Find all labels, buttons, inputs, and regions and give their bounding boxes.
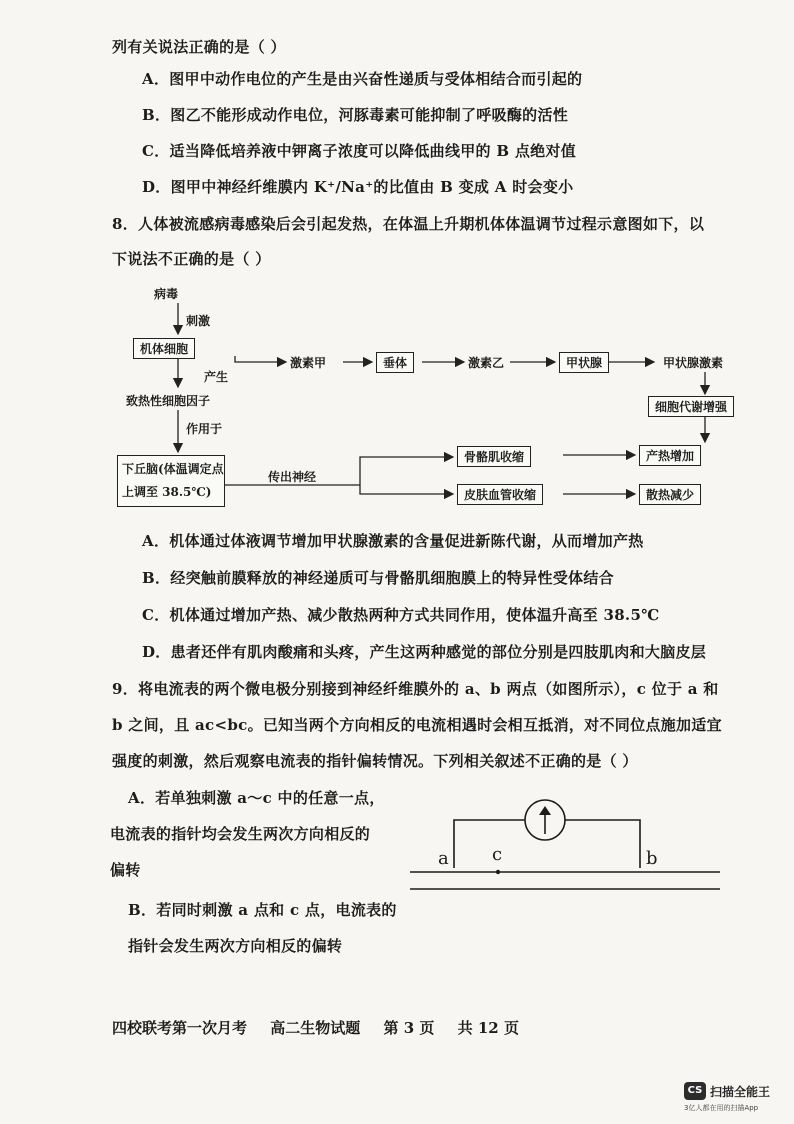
efferent-nerve-label: 传出神经	[268, 470, 317, 484]
stimulate-label: 刺激	[186, 314, 211, 328]
q9-option-b-line2: 指针会发生两次方向相反的偏转	[128, 937, 343, 955]
virus-label: 病毒	[154, 287, 179, 301]
scanner-logo-icon: CS	[684, 1082, 706, 1100]
galvanometer-drawing	[410, 796, 730, 896]
heat-up-box: 产热增加	[639, 445, 701, 466]
point-a-label: a	[438, 848, 449, 869]
footer-page: 第 3 页	[383, 1019, 435, 1037]
q8-stem-line2: 下说法不正确的是（ ）	[112, 250, 271, 268]
q9-option-a-line2: 电流表的指针均会发生两次方向相反的	[110, 825, 371, 843]
q8-option-d: D．患者还伴有肌肉酸痛和头疼，产生这两种感觉的部位分别是四肢肌肉和大脑皮层	[142, 643, 707, 661]
thyroid-box: 甲状腺	[559, 352, 609, 373]
footer-exam: 四校联考第一次月考	[112, 1019, 248, 1037]
scanner-subtitle: 3亿人都在用的扫描App	[684, 1104, 759, 1112]
vessel-box: 皮肤血管收缩	[457, 484, 543, 505]
hypothalamus-line2: 上调至 38.5℃)	[122, 485, 212, 499]
thyroid-hormone-label: 甲状腺激素	[663, 356, 724, 370]
q9-stem-line3: 强度的刺激，然后观察电流表的指针偏转情况。下列相关叙述不正确的是（ ）	[112, 752, 638, 770]
q7-option-b: B．图乙不能形成动作电位，河豚毒素可能抑制了呼吸酶的活性	[142, 106, 569, 124]
hormone-b-label: 激素乙	[468, 356, 505, 370]
q8-option-b: B．经突触前膜释放的神经递质可与骨骼肌细胞膜上的特异性受体结合	[142, 569, 614, 587]
footer-total: 共 12 页	[457, 1019, 519, 1037]
q8-option-c: C．机体通过增加产热、减少散热两种方式共同作用，使体温升高至 38.5℃	[142, 606, 660, 624]
page-footer	[112, 1017, 537, 1038]
scanner-name: 扫描全能王	[710, 1085, 771, 1099]
produce-label: 产生	[204, 370, 229, 384]
thermoregulation-diagram	[100, 282, 740, 512]
metabolism-box: 细胞代谢增强	[648, 396, 734, 417]
heat-down-box: 散热减少	[639, 484, 701, 505]
q7-option-d: D．图甲中神经纤维膜内 K⁺/Na⁺的比值由 B 变成 A 时会变小	[142, 178, 574, 196]
point-c-dot	[496, 870, 500, 874]
muscle-box: 骨骼肌收缩	[457, 446, 531, 467]
q8-stem-line1: 8．人体被流感病毒感染后会引起发热，在体温上升期机体体温调节过程示意图如下，以	[112, 215, 705, 233]
act-on-label: 作用于	[186, 422, 223, 436]
pituitary-box: 垂体	[376, 352, 414, 373]
hypothalamus-line1: 下丘脑(体温调定点	[122, 462, 224, 476]
q7-stem-tail: 列有关说法正确的是（ ）	[112, 38, 286, 56]
q9-stem-line1: 9．将电流表的两个微电极分别接到神经纤维膜外的 a、b 两点（如图所示），c 位于 a 和	[112, 680, 719, 698]
q8-option-a: A．机体通过体液调节增加甲状腺激素的含量促进新陈代谢，从而增加产热	[142, 532, 644, 550]
q9-stem-line2: b 之间，且 ac<bc。已知当两个方向相反的电流相遇时会相互抵消，对不同位点施加适宜	[112, 716, 722, 734]
hypothalamus-box	[117, 455, 225, 507]
galvanometer-figure	[410, 796, 730, 896]
q9-option-a-line1: A．若单独刺激 a～c 中的任意一点，	[128, 789, 385, 807]
q7-option-c: C．适当降低培养液中钾离子浓度可以降低曲线甲的 B 点绝对值	[142, 142, 577, 160]
body-cell-box: 机体细胞	[133, 338, 195, 359]
hormone-a-label: 激素甲	[290, 356, 327, 370]
point-b-label: b	[646, 848, 658, 869]
pyrogen-label: 致热性细胞因子	[126, 394, 211, 408]
point-c-label: c	[492, 844, 503, 865]
footer-subject: 高二生物试题	[270, 1019, 361, 1037]
needle-arrow-icon	[539, 806, 551, 815]
q9-option-b-line1: B．若同时刺激 a 点和 c 点，电流表的	[128, 901, 397, 919]
q7-option-a: A．图甲中动作电位的产生是由兴奋性递质与受体相结合而引起的	[142, 70, 583, 88]
q9-option-a-line3: 偏转	[110, 861, 141, 879]
